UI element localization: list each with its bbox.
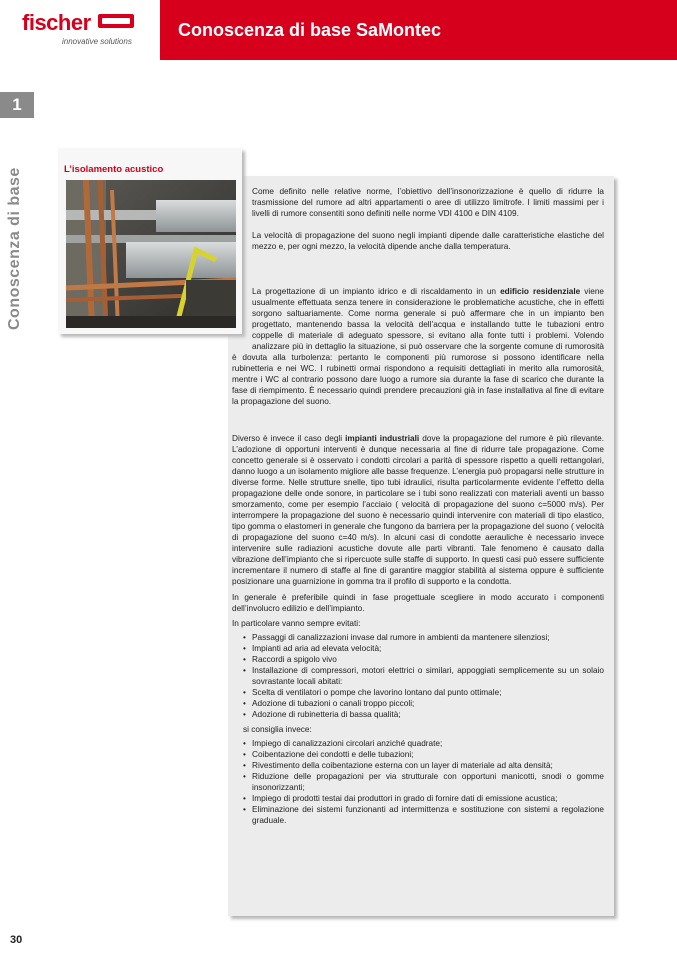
installation-photo [66,180,236,328]
avoid-list [232,632,604,720]
section-title: L’isolamento acustico [64,164,164,175]
paragraph-velocity: La velocità di propagazione del suono negli impianti dipende dalle caratteristiche elastiche del mezzo e, per ogni mezzo, la velocità dipende anche dalla temperatura. [252,231,604,251]
text-block-top [252,186,604,255]
wrap-spacer [232,286,252,352]
list-item: • Raccordi a spigolo vivo [232,654,604,665]
brand-logo: fischer [22,10,91,35]
paragraph-industrial-c: dove la propagazione del rumore è più rilevante. L’adozione di opportuni interventi è dunque necessaria al fine di ridurre tale propagazione. Come concetto generale si è osservato i condotti circolari a parità di spessore rispetto a quelli rettangolari, danno luogo a un isolamento migliore alle basse frequenze. L’energia può propagarsi nelle strutture in diverse forme. Nelle strutture snelle, tipo tubi idraulici, risulta particolarmente evidente l’effetto della propagazione delle onde sonore, in particolare se i tubi sono realizzati con materiali aventi un basso smorzamento, come per esempio l’acciaio ( velocità di propagazione del suono c=5000 m/s). Per interrompere la propagazione del suono è necessario quindi intervenire con materiali di tipo elastico, tipo gomma o elastomeri in generale che fungono da barriera per la propagazione del suono ( velocità di propagazione del suono c=40 m/s). In alcuni casi di condotte aerauliche è necessario invece intervenire sulle radiazioni acustiche dovute alle parti vibranti. Tale fenomeno è causato dalla vibrazione dell’impianto che si ripercuote sulle staffe di supporto. In questi casi può essere sufficiente incrementare il numero di staffe al fine di garantire maggior stabilità al sistema oppure è sufficiente posizionare una guarnizione in gomma tra il profilo di supporto e la condotta. [232,434,605,586]
paragraph-residential [232,286,604,407]
advise-list [232,738,604,826]
brand-tagline: innovative solutions [62,37,132,46]
paragraph-industrial-bold: impianti industriali [345,434,420,443]
list-item: • Passaggi di canalizzazioni invase dal rumore in ambienti da mantenere silenziosi; [232,632,604,643]
page-title: Conoscenza di base SaMontec [178,20,442,40]
paragraph-avoid-intro: In particolare vanno sempre evitati: [232,619,361,628]
list-item: • Scelta di ventilatori o pompe che lavorino lontano dal punto ottimale; [232,687,604,698]
paragraph-industrial [232,433,604,587]
paragraph-residential-bold: edificio residenziale [500,287,581,296]
paragraph-advise-intro: si consiglia invece: [243,725,312,734]
header-band [160,0,677,60]
image-card [58,148,242,334]
list-item: • Installazione di compressori, motori elettrici o similari, appoggiati semplicemente su un solaio sovrastante locali abitati: [232,665,604,687]
paragraph-intro: Come definito nelle relative norme, l’obiettivo dell’insonorizzazione è quello di ridurre la trasmissione del rumore ad altri appartamenti o aree di utilizzo limitrofe. I limiti massimi per i livelli di rumore consentiti sono definiti nelle norme VDI 4100 e DIN 4109. [252,187,604,218]
text-block-main [232,433,604,826]
paragraph-industrial-a: Diverso è invece il caso degli [232,434,343,443]
paragraph-residential-a: La progettazione di un impianto idrico e di riscaldamento in un [252,287,497,296]
list-item: • Impiego di canalizzazioni circolari anziché quadrate; [232,738,604,749]
list-item: • Impiego di prodotti testai dai produttori in grado di fornire dati di emissione acustica; [232,793,604,804]
list-item: • Rivestimento della coibentazione esterna con un layer di materiale ad alta densità; [232,760,604,771]
list-item: • Adozione di rubinetteria di bassa qualità; [232,709,604,720]
list-item: • Riduzione delle propagazioni per via strutturale con opportuni manicotti, snodi o gomme insonorizzanti; [232,771,604,793]
list-item: • Impianti ad aria ad elevata velocità; [232,643,604,654]
paragraph-general: In generale è preferibile quindi in fase progettuale scegliere in modo accurato i componenti dell’involucro edilizio e dell’impianto. [232,593,604,613]
list-item: • Adozione di tubazioni o canali troppo piccoli; [232,698,604,709]
chapter-label: Conoscenza di base [6,167,23,330]
chapter-number: 1 [0,92,34,118]
brand-mark-icon [98,14,134,28]
paragraph-residential-c: viene usualmente effettuata senza tenere in considerazione le problematiche acustiche, che in effetti sorgono saltuariamente. Come norma generale si può affermare che in un impianto ben progettato, mantenendo bassa la velocità dell’acqua e installando tutte le tubazioni entro coppelle di materiale di adeguato spessore, si evitano alla fonte tutti i problemi. Volendo analizzare più in dettaglio la situazione, si può osservare che la sorgente comune di rumorosità è dovuta alla turbolenza: pertanto le componenti più rumorose si possono identificare nella rubinetteria e nei WC. I rubinetti ormai rispondono a requisiti dettagliati in merito alla rumorosità, mentre i WC al contrario possono dare luogo a rumore sia durante la fase di scarico che durante la fase di riempimento. È necessario quindi prendere precauzioni già in fase installativa al fine di evitare la propagazione del suono. [232,287,605,406]
page-number: 30 [10,934,23,946]
pipes-photo-illustration [66,180,236,328]
list-item: • Coibentazione dei condotti e delle tubazioni; [232,749,604,760]
logo-area [0,0,160,58]
list-item: • Eliminazione dei sistemi funzionanti ad intermittenza e sostituzione con sistemi a regolazione graduale. [232,804,604,826]
